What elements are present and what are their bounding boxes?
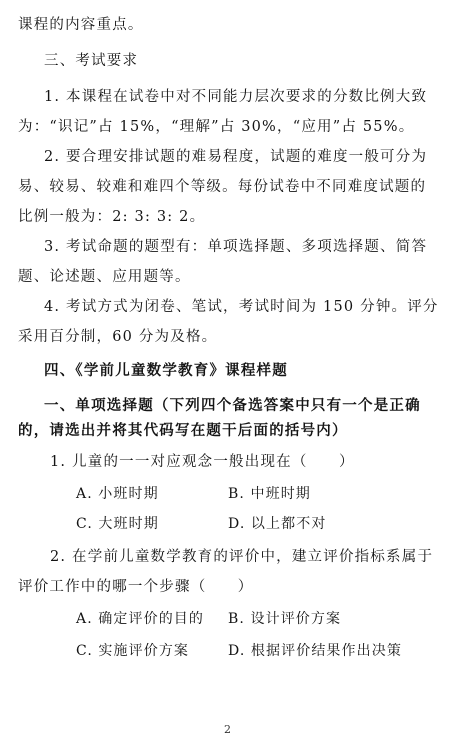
q2-option-b: B. 设计评价方案 — [228, 611, 342, 627]
text-line: 题、论述题、应用题等。 — [18, 269, 191, 285]
q1-option-b: B. 中班时期 — [228, 486, 311, 502]
q1-option-a: A. 小班时期 — [76, 486, 159, 502]
question-type-heading-cont: 的，请选出并将其代码写在题干后面的括号内） — [18, 422, 348, 439]
question-type-heading: 一、单项选择题（下列四个备选答案中只有一个是正确 — [44, 397, 421, 414]
text-line: 1. 本课程在试卷中对不同能力层次要求的分数比例大致 — [44, 89, 428, 105]
question-2: 2. 在学前儿童数学教育的评价中，建立评价指标系属于 — [50, 549, 434, 565]
q2-option-c: C. 实施评价方案 — [76, 643, 190, 659]
q2-option-d: D. 根据评价结果作出决策 — [228, 643, 402, 659]
page-number: 2 — [224, 723, 231, 736]
q1-option-d: D. 以上都不对 — [228, 516, 327, 532]
q2-option-a: A. 确定评价的目的 — [76, 611, 205, 627]
text-line: 易、较易、较难和难四个等级。每份试卷中不同难度试题的 — [18, 179, 427, 195]
q1-option-c: C. 大班时期 — [76, 516, 159, 532]
question-1: 1. 儿童的一一对应观念一般出现在（ ） — [50, 454, 355, 470]
text-line: 3. 考试命题的题型有：单项选择题、多项选择题、简答 — [44, 239, 428, 255]
text-line: 4. 考试方式为闭卷、笔试，考试时间为 150 分钟。评分 — [44, 299, 439, 315]
section-heading-sample-questions: 四、《学前儿童数学教育》课程样题 — [44, 362, 288, 379]
text-line: 比例一般为：2: 3: 3: 2。 — [18, 209, 206, 225]
question-2-cont: 评价工作中的哪一个步骤（ ） — [18, 579, 254, 595]
text-line: 2. 要合理安排试题的难易程度，试题的难度一般可分为 — [44, 149, 428, 165]
text-line: 采用百分制，60 分为及格。 — [18, 329, 218, 345]
text-line: 为：“识记”占 15%，“理解”占 30%，“应用”占 55%。 — [18, 119, 415, 135]
text-line: 课程的内容重点。 — [18, 17, 144, 33]
section-heading-exam-requirements: 三、考试要求 — [44, 53, 139, 69]
